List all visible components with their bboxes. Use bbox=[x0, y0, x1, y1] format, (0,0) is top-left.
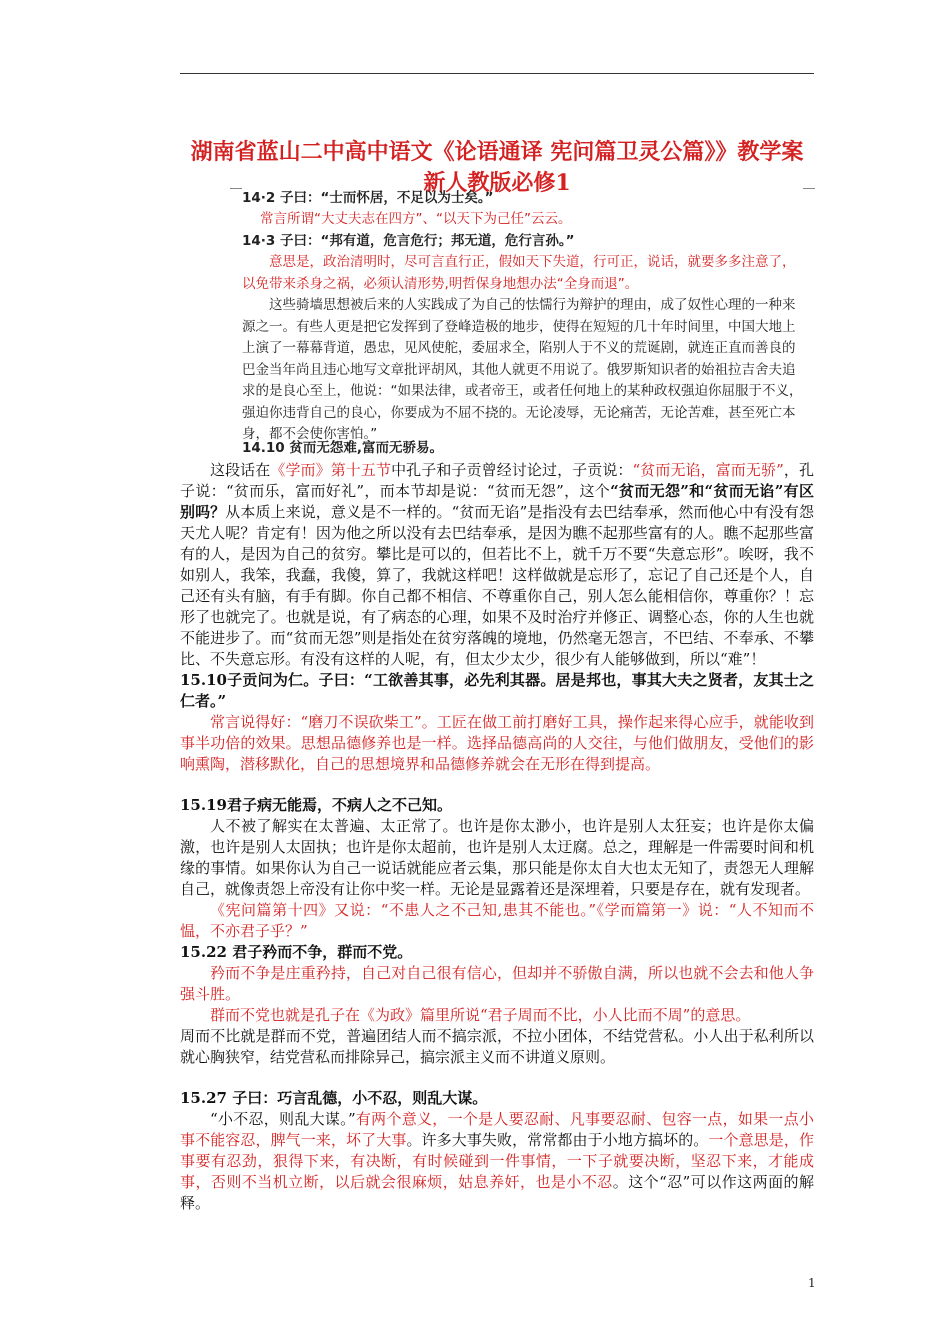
question-bold: “贫而无怨”和“贫而无谄”有区别吗？ bbox=[180, 482, 814, 521]
quote-14-3-paragraph: 这些骑墙思想被后来的人实践成了为自己的怯懦行为辩护的理由，成了奴性心理的一种来源之一。有些人更是把它发挥到了登峰造极的地步，使得在短短的几十年时间里，中国大地上上演了一幕幕背道，愚忠，见风使舵，委屈求全，陷别人于不义的荒诞剧，就连正直而善良的巴金当年尚且违心地写文章批评胡风，其他人就更不用说了。俄罗斯知识者的始祖拉吉舍夫追求的是良心至上，他说：“如果法律，或者帝王，或者任何地上的某种政权强迫你屈服于不义，强迫你违背自己的良心，你要成为不屈不挠的。无论凌辱，无论痛苦，无论苦难，甚至死亡本身，都不会使你害怕。” bbox=[242, 297, 803, 442]
section-14-10-body: 从本质上来说，意义是不一样的。“贫而无谄”是指没有去巴结奉承，然而他心中有没有怨天尤人呢？肯定有！因为他之所以没有去巴结奉承，是因为瞧不起那些富有的人。瞧不起那些富有的人，是因为自己的贫穷。攀比是可以的，但若比不上，就千万不要“失意忘形”。唉呀，我不如别人，我笨，我蠢，我傻，算了，我就这样吧！这样做就是忘形了，忘记了自己还是个人，自己还有头有脑，有手有脚。你自己都不相信、不尊重你自己，别人怎么能相信你，尊重你？！忘形了也就完了。也就是说，有了病态的心理，如果不及时治疗并修正、调整心态，你的人生也就不能进步了。而“贫而无怨”则是指处在贫穷落魄的境地，仍然毫无怨言，不巴结、不奉承、不攀比、不失意忘形。有没有这样的人呢，有，但太少太少，很少有人能够做到，所以“难”！ bbox=[180, 503, 814, 668]
section-15-27-body bbox=[180, 1109, 814, 1214]
book-reference: 《学而》第十五节 bbox=[270, 461, 392, 479]
section-15-27-conclusion: 。这个“忍”可以作这两面的解释。 bbox=[180, 1173, 814, 1212]
section-15-27-meaning-2: 一个意思是，作事要有忍劲，狠得下来，有决断，有时候碰到一件事情，一下子就要决断，坚忍下来，才能成事，否则不当机立断，以后就会很麻烦，姑息养奸，也是小不忍 bbox=[180, 1131, 814, 1191]
intro-lead: 这段话在 bbox=[210, 461, 271, 479]
quote-14-2: 14·2 子曰：“士而怀居，不足以为士矣。” bbox=[242, 190, 494, 206]
intro-comma: ， bbox=[783, 461, 799, 479]
section-15-27-meaning-1: 有两个意义，一个是人要忍耐、凡事要忍耐、包容一点，如果一点小事不能容忍，脾气一来，坏了大事 bbox=[180, 1110, 814, 1149]
header-rule bbox=[180, 73, 814, 74]
confucius-quote: 孔子说：“贫而乐，富而好礼”，而本节却是说：“贫而无怨”，这个 bbox=[180, 461, 814, 500]
intro-mid: 中孔子和子贡曾经讨论过，子贡说： bbox=[391, 461, 633, 479]
section-15-27-quote: “小不忍，则乱大谋。” bbox=[210, 1110, 356, 1128]
section-14-10-intro bbox=[180, 460, 814, 670]
document-title: 湖南省蓝山二中高中语文《论语通译 宪问篇卫灵公篇》》教学案 新人教版必修1 bbox=[190, 139, 804, 196]
spacer bbox=[180, 1068, 814, 1088]
section-15-22-note-1: 矜而不争是庄重矜持，自己对自己很有信心，但却并不骄傲自满，所以也就不会去和他人争强斗胜。 bbox=[180, 964, 814, 1003]
quote-14-2-note: 常言所谓“大丈夫志在四方”、“以天下为己任”云云。 bbox=[260, 211, 572, 227]
quote-14-3: 14·3 子曰：“邦有道，危言危行；邦无道，危行言孙。” bbox=[242, 233, 575, 249]
main-text bbox=[180, 460, 814, 1214]
section-15-22-body: 周而不比就是群而不党，普遍团结人而不搞宗派，不拉小团体，不结党营私。小人出于私利所以就心胸狭窄，结党营私而排除异己，搞宗派主义而不讲道义原则。 bbox=[180, 1027, 814, 1066]
section-15-27-title: 15.27 子曰：巧言乱德，小不忍，则乱大谋。 bbox=[180, 1089, 488, 1107]
quote-14-3-note: 意思是，政治清明时，尽可言直行正，假如天下失道，行可正，说话，就要多多注意了，以免带来杀身之祸，必须认清形势,明哲保身地想办法“全身而退”。 bbox=[242, 254, 796, 292]
scanned-excerpt bbox=[230, 188, 815, 458]
section-15-10-note: 常言说得好：“磨刀不误砍柴工”。工匠在做工前打磨好工具，操作起来得心应手，就能收到事半功倍的效果。思想品德修养也是一样。选择品德高尚的人交往，与他们做朋友，受他们的影响熏陶，潜移默化，自己的思想境界和品德修养就会在无形在得到提高。 bbox=[180, 713, 814, 773]
spacer bbox=[180, 775, 814, 795]
page-number: 1 bbox=[808, 1276, 816, 1290]
section-15-19-body: 人不被了解实在太普遍、太正常了。也许是你太渺小，也许是别人太狂妄；也许是你太偏激，也许是别人太固执；也许是你太超前，也许是别人太迂腐。总之，理解是一件需要时间和机缘的事情。如果你认为自己一说话就能应者云集，那只能是你太自大也太无知了，责怨无人理解自己，就像责怨上帝没有让你中奖一样。无论是显露着还是深埋着，只要是存在，就有发现者。 bbox=[180, 817, 814, 898]
section-15-19-note: 《宪问篇第十四》又说：“不患人之不己知,患其不能也。”《学而篇第一》说：“人不知而不愠，不亦君子乎？” bbox=[180, 901, 814, 940]
zigong-quote: “贫而无谄，富而无骄” bbox=[632, 461, 784, 479]
section-15-22-title: 15.22 君子矜而不争，群而不党。 bbox=[180, 943, 413, 961]
section-15-10-title: 15.10子贡问为仁。子曰：“工欲善其事，必先利其器。居是邦也，事其大夫之贤者，友其士之仁者。” bbox=[180, 671, 814, 710]
scan-corner-left bbox=[230, 188, 242, 189]
section-15-22-note-2: 群而不党也就是孔子在《为政》篇里所说“君子周而不比，小人比而不周”的意思。 bbox=[210, 1006, 751, 1024]
quote-14-10: 14.10 贫而无怨难,富而无骄易。 bbox=[242, 440, 444, 456]
section-15-27-connector: 。许多大事失败，常常都由于小地方搞坏的。 bbox=[406, 1131, 709, 1149]
section-15-19-title: 15.19君子病无能焉，不病人之不己知。 bbox=[180, 796, 452, 814]
